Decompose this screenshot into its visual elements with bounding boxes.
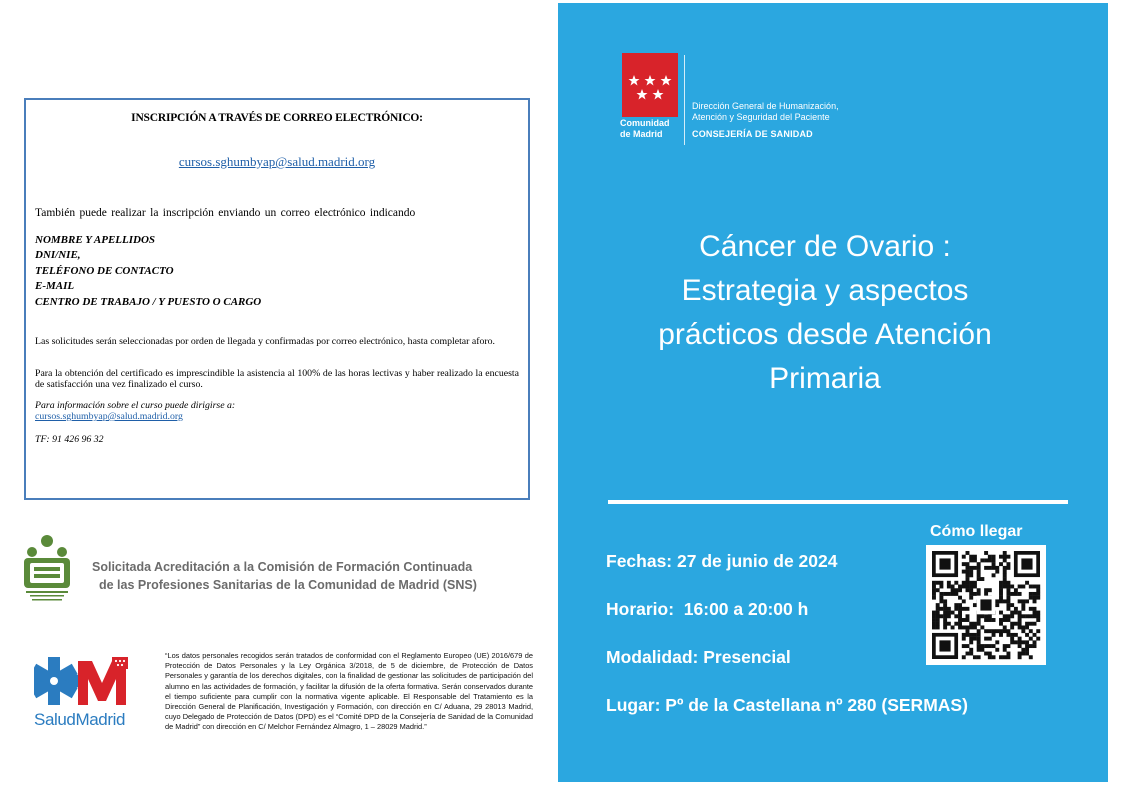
inscripcion-email-link[interactable]: cursos.sghumbyap@salud.madrid.org	[178, 154, 376, 169]
acreditacion-line2: de las Profesiones Sanitarias de la Comunidad de Madrid (SNS)	[99, 578, 477, 592]
detail-fechas: Fechas: 27 de junio de 2024	[606, 551, 838, 571]
field-telefono: TELÉFONO DE CONTACTO	[35, 264, 174, 277]
inscripcion-box	[24, 98, 530, 500]
detail-modalidad: Modalidad: Presencial	[606, 647, 791, 667]
info-telefono: TF: 91 426 96 32	[35, 434, 104, 445]
comunidad-madrid-name	[620, 118, 670, 140]
acreditacion-line1: Solicitada Acreditación a la Comisión de Formación Continuada	[92, 560, 473, 574]
field-centro: CENTRO DE TRABAJO / Y PUESTO O CARGO	[35, 295, 262, 308]
org-line1: Comunidad	[620, 118, 670, 128]
dg-line2: Atención y Seguridad del Paciente	[692, 112, 830, 122]
salud-madrid-wordmark: SaludMadrid	[34, 710, 126, 729]
consejeria-label: CONSEJERÍA DE SANIDAD	[692, 129, 813, 139]
solicitudes-paragraph: Las solicitudes serán seleccionadas por orden de llegada y confirmadas por correo electrónico, hasta completar aforo.	[35, 336, 495, 347]
org-line2: de Madrid	[620, 129, 663, 139]
info-email-link[interactable]: cursos.sghumbyap@salud.madrid.org	[35, 411, 183, 422]
comision-formacion-continuada-logo	[22, 532, 72, 606]
title-divider	[608, 500, 1068, 504]
course-title-line3: prácticos desde Atención	[658, 318, 992, 351]
comunidad-madrid-flag-icon	[622, 53, 678, 117]
header-separator	[684, 55, 685, 145]
course-title	[588, 225, 1062, 401]
field-dni: DNI/NIE,	[35, 249, 81, 262]
course-title-line2: Estrategia y aspectos	[681, 274, 969, 307]
detail-lugar: Lugar: Pº de la Castellana nº 280 (SERMAS)	[606, 695, 968, 715]
field-nombre: NOMBRE Y APELLIDOS	[35, 234, 156, 246]
certificado-paragraph: Para la obtención del certificado es imprescindible la asistencia al 100% de las horas lectivas y haber realizado la encuesta de satisfacción una vez finalizado el curso.	[35, 368, 519, 390]
course-panel	[558, 3, 1108, 782]
dg-line1: Dirección General de Humanización,	[692, 101, 839, 111]
detail-horario: Horario: 16:00 a 20:00 h	[606, 599, 809, 619]
direccion-general-text	[692, 101, 839, 140]
course-title-line4: Primaria	[769, 362, 881, 395]
required-fields-list	[35, 233, 261, 310]
como-llegar-label: Cómo llegar	[930, 523, 1023, 540]
course-title-line1: Cáncer de Ovario :	[699, 230, 951, 263]
inscripcion-intro: También puede realizar la inscripción enviando un correo electrónico indicando	[35, 207, 416, 219]
legal-notice: “Los datos personales recogidos serán tratados de conformidad con el Reglamento Europeo (UE) 2016/679 de Protección de Datos Personales y la Ley Orgánica 3/2018, de 5 de diciembre, de Protección de Datos Personales y garantía de los derechos digitales, con la finalidad de gestionar las solicitudes de participación del alumno en las actividades de formación, y facilitar la difusión de la oferta formativa. Serán conservados durante el tiempo suficiente para cumplir con la normativa vigente aplicable. El Responsable del Tratamiento es la Dirección General de Planificación, Investigación y Formación, con dirección en C/ Aduana, 29 28013 Madrid, cuyo Delegado de Protección de Datos (DPD) es el “Comité DPD de la Consejería de Sanidad de la Comunidad de Madrid” con dirección en C/ Melchor Fernández Almagro, 1 – 28029 Madrid.”	[165, 651, 533, 732]
info-label: Para información sobre el curso puede dirigirse a:	[35, 400, 236, 411]
qr-code-icon[interactable]	[926, 545, 1046, 665]
acreditacion-text	[92, 558, 542, 594]
inscripcion-title: INSCRIPCIÓN A TRAVÉS DE CORREO ELECTRÓNICO:	[131, 112, 423, 124]
field-email: E-MAIL	[35, 280, 75, 293]
